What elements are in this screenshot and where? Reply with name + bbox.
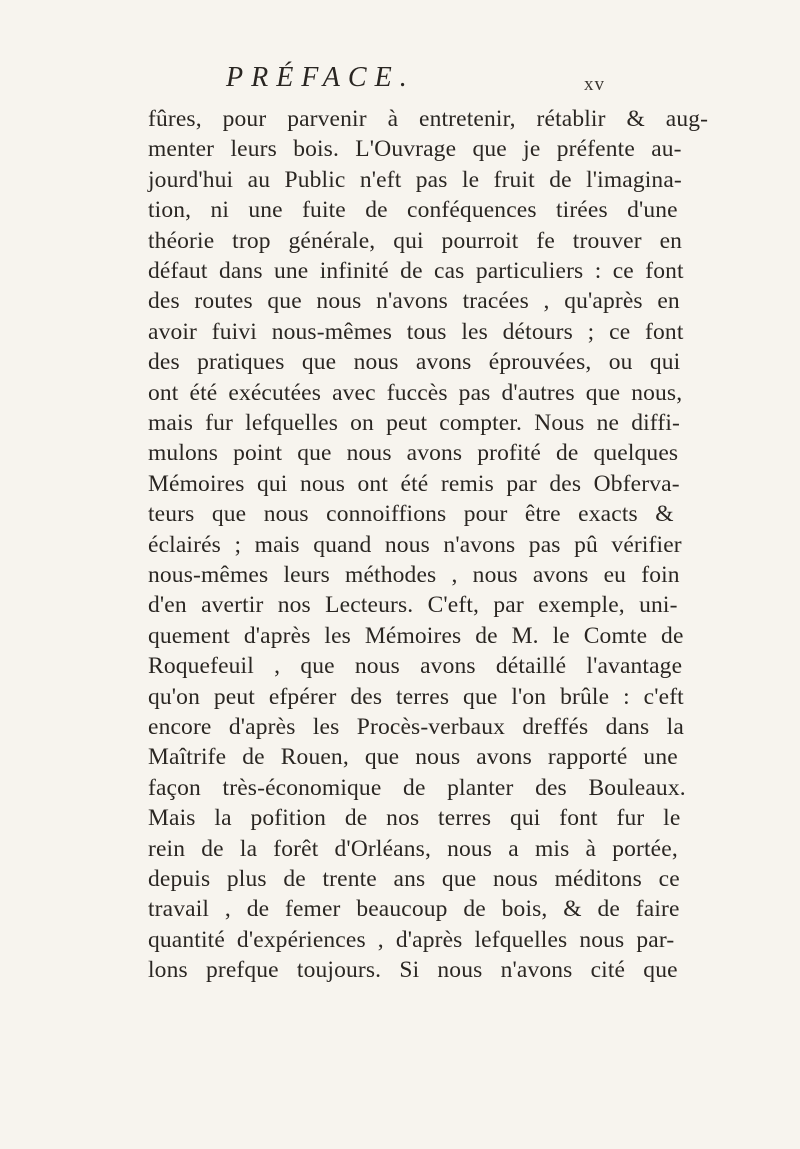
text-line: travail , de femer beaucoup de bois, & de faire (148, 896, 680, 923)
text-line: teurs que nous connoiffions pour être exacts & (148, 501, 674, 528)
text-line: lons prefque toujours. Si nous n'avons cité que (148, 957, 678, 984)
text-line: nous-mêmes leurs méthodes , nous avons eu foin (148, 562, 680, 588)
text-line: façon très-économique de planter des Bouleaux. (148, 774, 686, 801)
text-line: avoir fuivi nous-mêmes tous les détours ; ce font (148, 318, 684, 345)
text-line: ont été exécutées avec fuccès pas d'autres que nous, (148, 379, 683, 406)
running-title: PRÉFACE. (226, 62, 415, 93)
text-line: théorie trop générale, qui pourroit fe trouver en (148, 227, 683, 254)
text-line: fûres, pour parvenir à entretenir, rétablir & aug- (148, 106, 709, 132)
text-line: menter leurs bois. L'Ouvrage que je préfente au- (148, 136, 682, 163)
text-line: d'en avertir nos Lecteurs. C'eft, par exemple, uni- (148, 592, 678, 619)
text-line: éclairés ; mais quand nous n'avons pas pû vérifier (148, 531, 682, 558)
text-line: quantité d'expériences , d'après lefquelles nous par- (148, 926, 675, 953)
text-line: mulons point que nous avons profité de quelques (148, 440, 679, 467)
text-line: rein de la forêt d'Orléans, nous a mis à portée, (148, 835, 678, 862)
text-line: Mais la pofition de nos terres qui font fur le (148, 805, 681, 832)
page-header (0, 62, 800, 102)
text-line: des pratiques que nous avons éprouvées, ou qui (148, 349, 681, 376)
page-number: xv (584, 74, 605, 95)
text-line: tion, ni une fuite de conféquences tirées d'une (148, 197, 678, 224)
text-line: mais fur lefquelles on peut compter. Nous ne diffi- (148, 410, 680, 436)
text-line: Maîtrife de Rouen, que nous avons rapporté une (148, 744, 678, 771)
text-line: jourd'hui au Public n'eft pas le fruit de l'imagina- (148, 166, 682, 193)
text-line: encore d'après les Procès-verbaux dreffés dans la (148, 714, 684, 740)
text-line: quement d'après les Mémoires de M. le Comte de (148, 622, 684, 649)
text-line: depuis plus de trente ans que nous méditons ce (148, 866, 680, 892)
text-line: des routes que nous n'avons tracées , qu'après en (148, 288, 680, 315)
text-line: défaut dans une infinité de cas particuliers : ce font (148, 258, 684, 284)
text-line: Roquefeuil , que nous avons détaillé l'avantage (148, 653, 683, 680)
text-line: qu'on peut efpérer des terres que l'on brûle : c'eft (148, 683, 684, 710)
text-line: Mémoires qui nous ont été remis par des Obferva- (148, 470, 680, 497)
